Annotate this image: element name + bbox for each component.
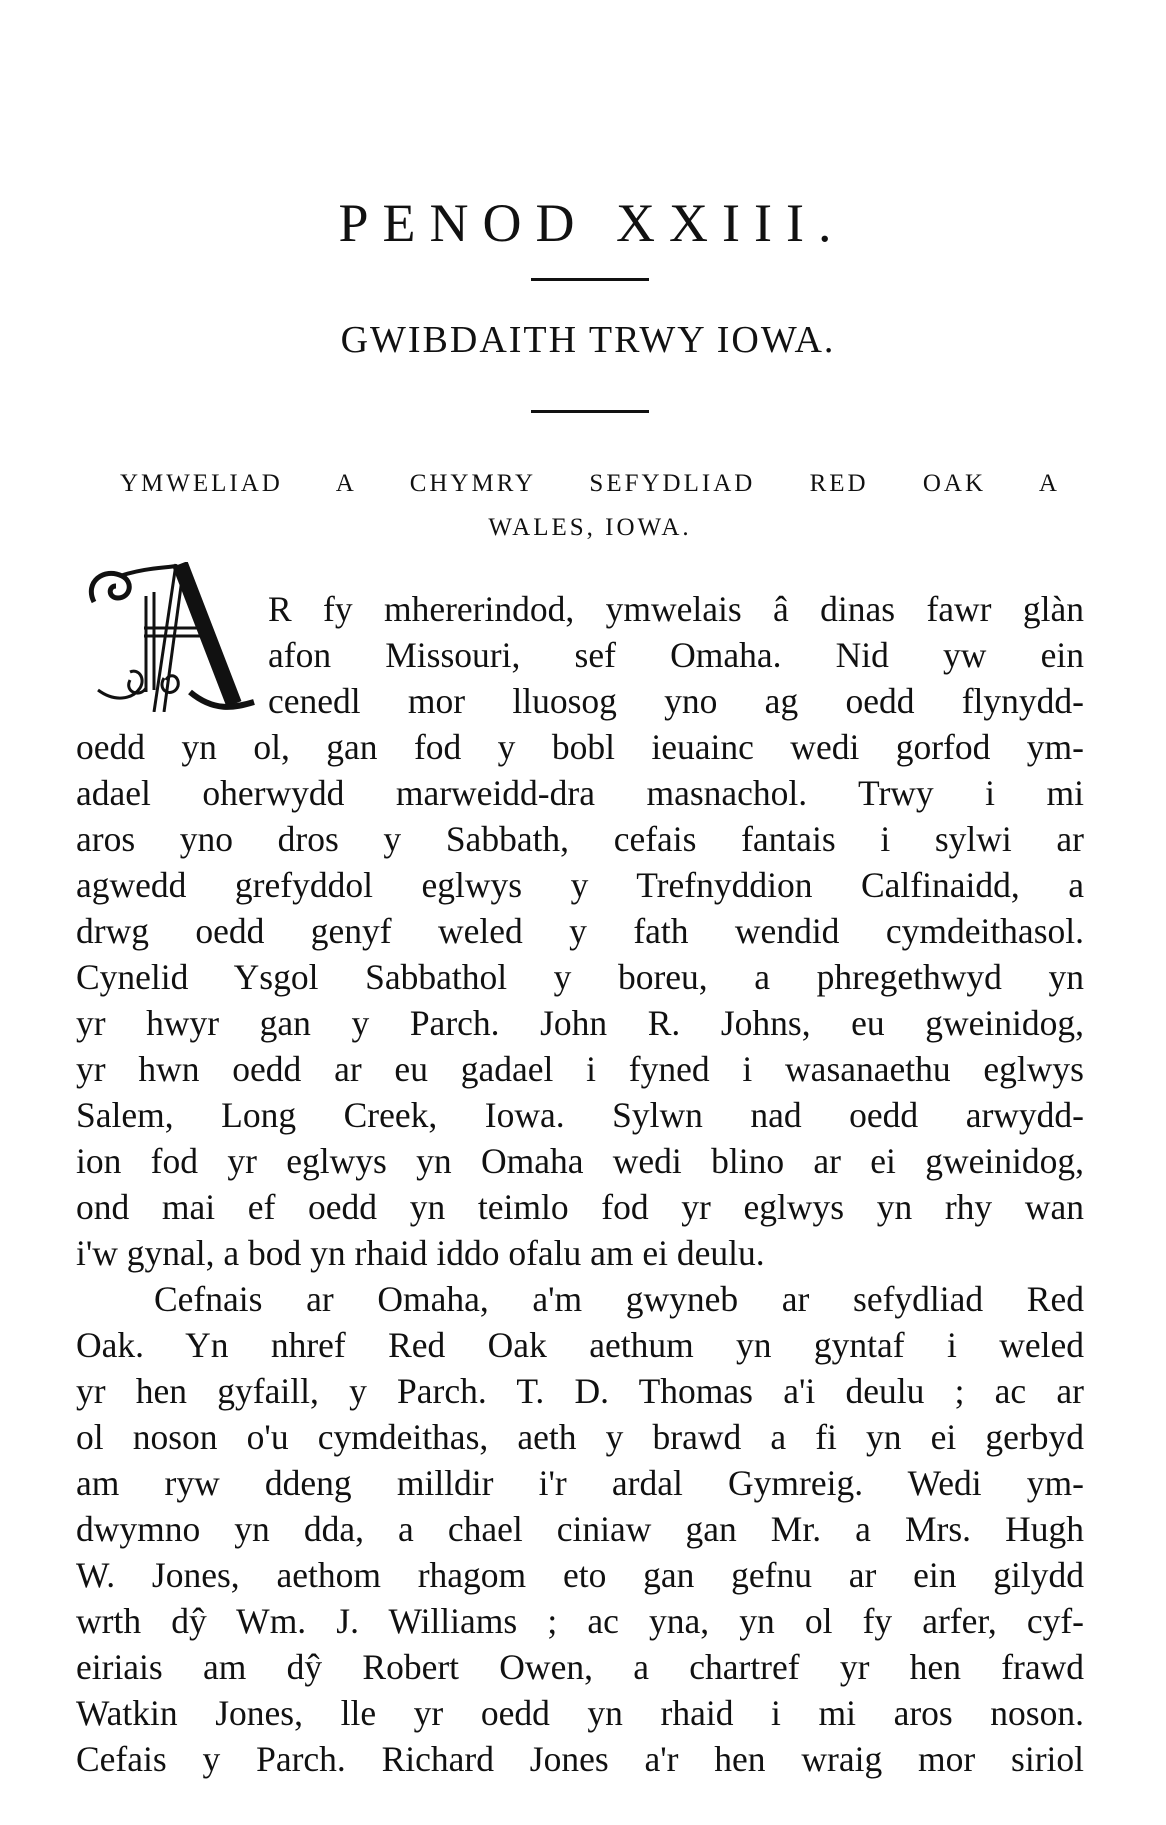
text-line: adael oherwydd marweidd-dra masnachol. Trwy i mi — [76, 773, 1084, 813]
text-line: Oak. Yn nhref Red Oak aethum yn gyntaf i weled — [76, 1325, 1084, 1365]
text-line: Watkin Jones, lle yr oedd yn rhaid i mi aros noson. — [76, 1693, 1084, 1733]
text-line: eiriais am dŷ Robert Owen, a chartref yr hen frawd — [76, 1647, 1084, 1687]
text-line: ion fod yr eglwys yn Omaha wedi blino ar ei gweinidog, — [76, 1141, 1084, 1181]
drop-cap-ornament-icon — [84, 562, 260, 712]
text-line: aros yno dros y Sabbath, cefais fantais i sylwi ar — [76, 819, 1084, 859]
svg-text:A: A — [172, 652, 173, 653]
text-line: ol noson o'u cymdeithas, aeth y brawd a fi yn ei gerbyd — [76, 1417, 1084, 1457]
text-line: i'w gynal, a bod yn rhaid iddo ofalu am ei deulu. — [76, 1233, 765, 1273]
text-line: W. Jones, aethom rhagom eto gan gefnu ar ein gilydd — [76, 1555, 1084, 1595]
chapter-synopsis — [120, 462, 1060, 550]
text-line: Cynelid Ysgol Sabbathol y boreu, a phregethwyd yn — [76, 957, 1084, 997]
chapter-subtitle: GWIBDAITH TRWY IOWA. — [340, 319, 836, 361]
text-line: drwg oedd genyf weled y fath wendid cymdeithasol. — [76, 911, 1084, 951]
text-line: afon Missouri, sef Omaha. Nid yw ein — [268, 635, 1084, 675]
text-line: yr hwyr gan y Parch. John R. Johns, eu gweinidog, — [76, 1003, 1084, 1043]
text-line: am ryw ddeng milldir i'r ardal Gymreig. Wedi ym- — [76, 1463, 1084, 1503]
ornamental-drop-cap — [84, 562, 260, 712]
chapter-number-title: PENOD XXIII. — [338, 193, 846, 253]
synopsis-line: WALES, IOWA. — [488, 514, 692, 541]
text-line: cenedl mor lluosog yno ag oedd flynydd- — [268, 681, 1084, 721]
title-divider — [531, 278, 649, 281]
text-line: oedd yn ol, gan fod y bobl ieuainc wedi gorfod ym- — [76, 727, 1084, 767]
text-line: Salem, Long Creek, Iowa. Sylwn nad oedd arwydd- — [76, 1095, 1084, 1135]
text-line: yr hen gyfaill, y Parch. T. D. Thomas a'i deulu ; ac ar — [76, 1371, 1084, 1411]
text-line: R fy mhererindod, ymwelais â dinas fawr glàn — [268, 589, 1084, 629]
text-line: Cefnais ar Omaha, a'm gwyneb ar sefydliad Red — [154, 1279, 1084, 1319]
text-line: agwedd grefyddol eglwys y Trefnyddion Calfinaidd, a — [76, 865, 1084, 905]
subtitle-divider — [531, 410, 649, 413]
text-line: ond mai ef oedd yn teimlo fod yr eglwys yn rhy wan — [76, 1187, 1084, 1227]
text-line: yr hwn oedd ar eu gadael i fyned i wasanaethu eglwys — [76, 1049, 1084, 1089]
text-line: dwymno yn dda, a chael ciniaw gan Mr. a Mrs. Hugh — [76, 1509, 1084, 1549]
synopsis-line: YMWELIAD A CHYMRY SEFYDLIAD RED OAK A — [120, 470, 1060, 497]
text-line: wrth dŷ Wm. J. Williams ; ac yna, yn ol fy arfer, cyf- — [76, 1601, 1084, 1641]
text-line: Cefais y Parch. Richard Jones a'r hen wraig mor siriol — [76, 1739, 1084, 1779]
